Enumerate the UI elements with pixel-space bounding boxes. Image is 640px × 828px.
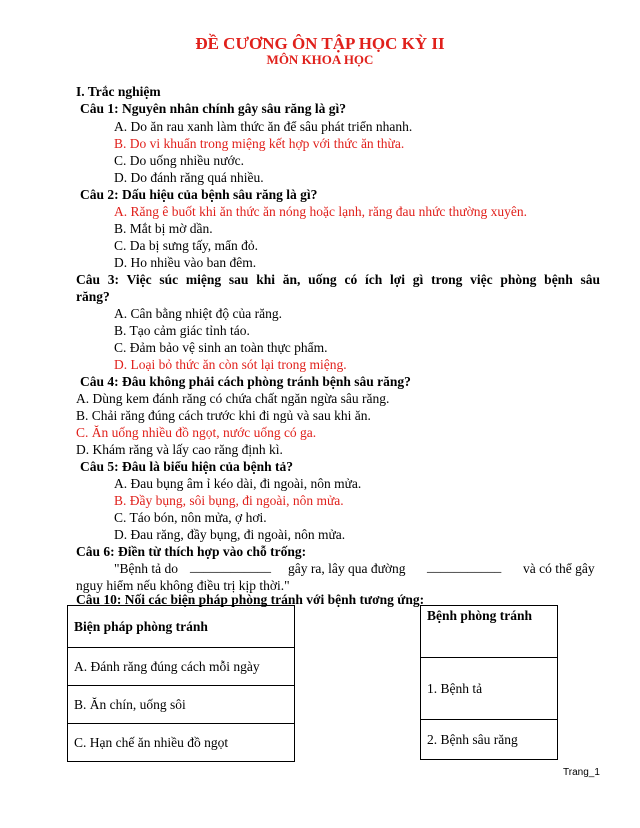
q2-option-a: A. Răng ê buốt khi ăn thức ăn nóng hoặc lạnh, răng đau nhức thường xuyên. — [114, 204, 527, 219]
question-3: Câu 3: Việc súc miệng sau khi ăn, uống có ích lợi gì trong việc phòng bệnh sâu — [76, 272, 600, 287]
q5-option-c: C. Táo bón, nôn mửa, ợ hơi. — [114, 510, 267, 525]
q6-blank-1[interactable]: ____________ — [190, 559, 271, 574]
diseases-table — [420, 605, 558, 760]
method-b[interactable]: B. Ăn chín, uống sôi — [68, 686, 295, 724]
q6-text-line2: nguy hiểm nếu không điều trị kịp thời." — [76, 578, 290, 593]
q1-option-b: B. Do vi khuẩn trong miệng kết hợp với thức ăn thừa. — [114, 136, 405, 151]
methods-header: Biện pháp phòng tránh — [68, 606, 295, 648]
q6-text-part1: "Bệnh tả do — [114, 561, 178, 576]
q4-option-c: C. Ăn uống nhiều đồ ngọt, nước uống có ga. — [76, 425, 317, 440]
methods-table — [67, 605, 295, 762]
question-5: Câu 5: Đâu là biểu hiện của bệnh tả? — [80, 459, 294, 474]
q6-text-part3: và có thể gây — [523, 561, 595, 576]
q6-blank-2[interactable]: ___________ — [427, 559, 502, 574]
q4-option-d: D. Khám răng và lấy cao răng định kì. — [76, 442, 283, 457]
question-10: Câu 10: Nối các biện pháp phòng tránh với bệnh tương ứng: — [76, 592, 425, 607]
q2-option-b: B. Mắt bị mờ dần. — [114, 221, 213, 236]
q3-option-b: B. Tạo cảm giác tỉnh táo. — [114, 323, 250, 338]
question-4: Câu 4: Đâu không phải cách phòng tránh bệnh sâu răng? — [80, 374, 411, 389]
q2-option-d: D. Ho nhiều vào ban đêm. — [114, 255, 257, 270]
disease-1[interactable]: 1. Bệnh tả — [421, 658, 558, 720]
page-number: Trang_1 — [563, 767, 600, 778]
q4-option-a: A. Dùng kem đánh răng có chứa chất ngăn ngừa sâu răng. — [76, 391, 390, 406]
q5-option-d: D. Đau răng, đầy bụng, đi ngoài, nôn mửa. — [114, 527, 346, 542]
question-2: Câu 2: Dấu hiệu của bệnh sâu răng là gì? — [80, 187, 318, 202]
q6-text-part2: gây ra, lây qua đường — [288, 561, 406, 576]
document-subtitle: MÔN KHOA HỌC — [266, 52, 374, 67]
q5-option-a: A. Đau bụng âm ỉ kéo dài, đi ngoài, nôn mửa. — [114, 476, 362, 491]
document-title: ĐỀ CƯƠNG ÔN TẬP HỌC KỲ II — [195, 34, 445, 53]
section-heading: I. Trắc nghiệm — [76, 84, 161, 99]
q4-option-b: B. Chải răng đúng cách trước khi đi ngủ và sau khi ăn. — [76, 408, 371, 423]
q3-option-d: D. Loại bỏ thức ăn còn sót lại trong miệng. — [114, 357, 347, 372]
q2-option-c: C. Da bị sưng tấy, mẩn đỏ. — [114, 238, 259, 253]
method-a[interactable]: A. Đánh răng đúng cách mỗi ngày — [68, 648, 295, 686]
q5-option-b: B. Đầy bụng, sôi bụng, đi ngoài, nôn mửa. — [114, 493, 344, 508]
question-3-continued: răng? — [76, 289, 110, 304]
q1-option-d: D. Do đánh răng quá nhiều. — [114, 170, 264, 185]
diseases-header: Bệnh phòng tránh — [421, 606, 558, 658]
q3-option-a: A. Cân bằng nhiệt độ của răng. — [114, 306, 282, 321]
disease-2[interactable]: 2. Bệnh sâu răng — [421, 720, 558, 760]
question-1: Câu 1: Nguyên nhân chính gây sâu răng là gì? — [80, 101, 346, 116]
q3-option-c: C. Đảm bảo vệ sinh an toàn thực phẩm. — [114, 340, 328, 355]
question-6: Câu 6: Điền từ thích hợp vào chỗ trống: — [76, 544, 307, 559]
q1-option-a: A. Do ăn rau xanh làm thức ăn để sâu phát triển nhanh. — [114, 119, 413, 134]
q1-option-c: C. Do uống nhiều nước. — [114, 153, 244, 168]
method-c[interactable]: C. Hạn chế ăn nhiều đồ ngọt — [68, 724, 295, 762]
